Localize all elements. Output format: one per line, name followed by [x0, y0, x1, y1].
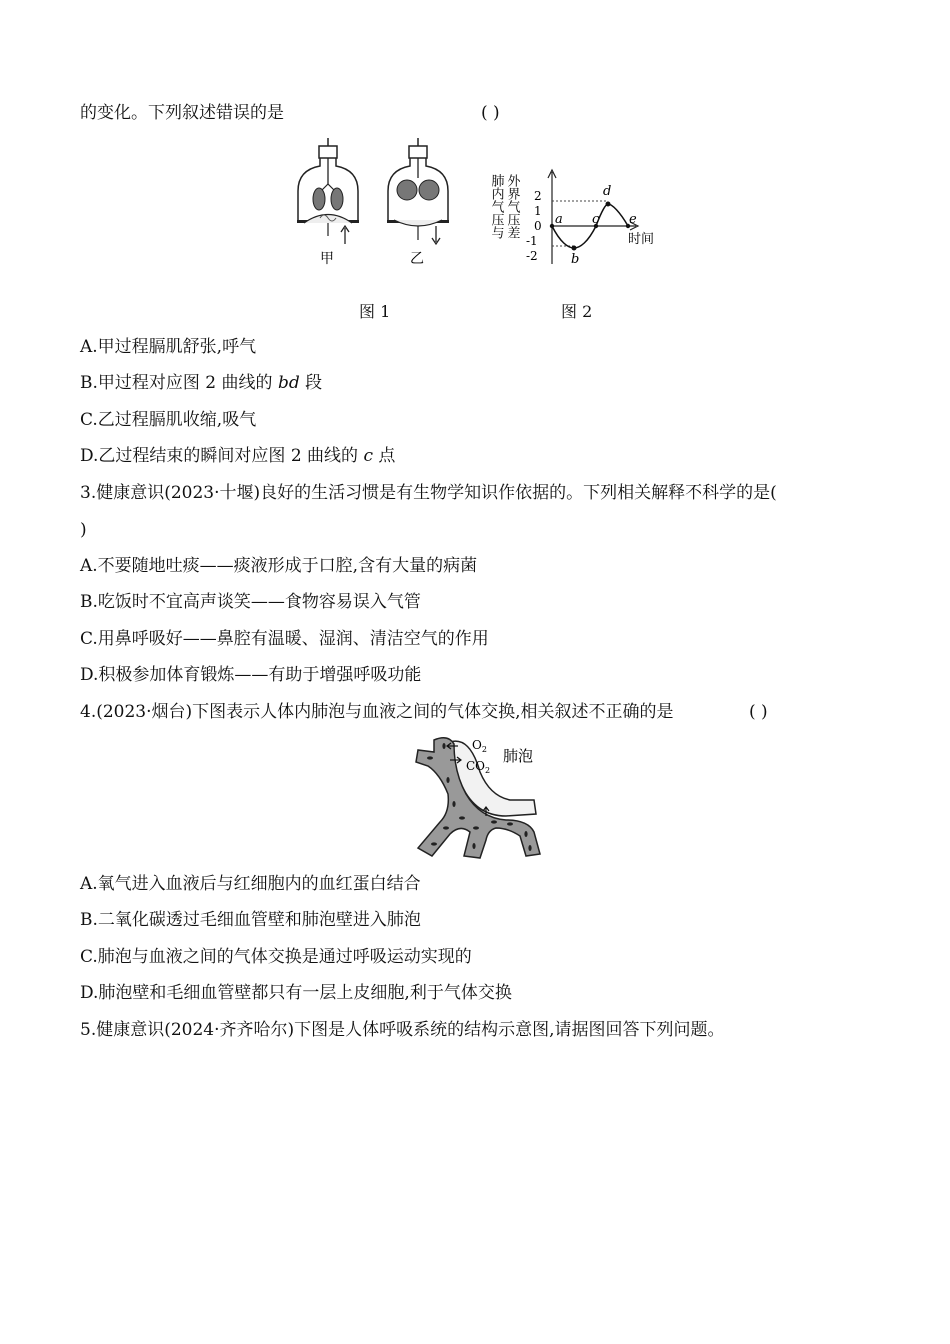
q4-option-d: D.肺泡壁和毛细血管壁都只有一层上皮细胞,利于气体交换	[80, 983, 512, 1003]
q3-option-c: C.用鼻呼吸好——鼻腔有温暖、湿润、清洁空气的作用	[80, 629, 489, 649]
figure-2-pressure-curve	[488, 166, 668, 276]
label-d: d	[603, 184, 612, 199]
q4-option-a: A.氧气进入血液后与红细胞内的血红蛋白结合	[80, 874, 421, 894]
q2-option-b: B.甲过程对应图 2 曲线的 bd 段	[80, 373, 323, 393]
q3-stem: 3.健康意识(2023·十堰)良好的生活习惯是有生物学知识作依据的。下列相关解释不科学的是(	[80, 483, 777, 503]
label-yi: 乙	[410, 251, 424, 267]
q3-option-b: B.吃饭时不宜高声谈笑——食物容易误入气管	[80, 592, 421, 612]
tick-neg1: -1	[526, 234, 538, 248]
label-c: c	[592, 212, 600, 227]
q5-stem: 5.健康意识(2024·齐齐哈尔)下图是人体呼吸系统的结构示意图,请据图回答下列问题。	[80, 1020, 725, 1040]
tick-1: 1	[534, 204, 542, 218]
figure-alveolus-capillary	[410, 732, 550, 862]
q2-option-d: D.乙过程结束的瞬间对应图 2 曲线的 c 点	[80, 446, 396, 466]
figure-1-caption: 图 1	[359, 302, 391, 321]
q2-option-c: C.乙过程膈肌收缩,吸气	[80, 410, 257, 430]
q4-answer-paren: ( )	[749, 702, 768, 722]
bell-jar-yi	[387, 138, 449, 244]
label-jia: 甲	[320, 251, 334, 267]
o2-label: $O_2$	[472, 738, 487, 754]
q2-option-a: A.甲过程膈肌舒张,呼气	[80, 337, 257, 357]
q2-answer-paren: ( )	[481, 103, 500, 123]
co2-label: $CO_2$	[466, 759, 491, 775]
tick-0: 0	[534, 219, 542, 233]
point-b	[572, 246, 577, 251]
q3-stem-cont: )	[80, 520, 87, 540]
bell-jar-jia	[297, 138, 359, 244]
q2-stem: 的变化。下列叙述错误的是	[80, 103, 284, 123]
y-label-1: 肺内气压与	[488, 174, 504, 239]
q4-stem: 4.(2023·烟台)下图表示人体内肺泡与血液之间的气体交换,相关叙述不正确的是	[80, 702, 674, 722]
point-d	[606, 202, 611, 207]
q4-option-c: C.肺泡与血液之间的气体交换是通过呼吸运动实现的	[80, 947, 472, 967]
label-a: a	[555, 212, 563, 227]
x-label-time: 时间	[628, 232, 655, 247]
q3-option-a: A.不要随地吐痰——痰液形成于口腔,含有大量的病菌	[80, 556, 478, 576]
y-label-2: 外界气压差	[504, 174, 520, 239]
q4-option-b: B.二氧化碳透过毛细血管壁和肺泡壁进入肺泡	[80, 910, 421, 930]
label-e: e	[629, 212, 637, 227]
tick-neg2: -2	[526, 249, 538, 263]
tick-2: 2	[534, 189, 542, 203]
label-b: b	[571, 252, 580, 267]
figure-1-bell-jar	[290, 136, 470, 271]
alveolus-label: 肺泡	[503, 747, 534, 765]
q3-option-d: D.积极参加体育锻炼——有助于增强呼吸功能	[80, 665, 422, 685]
figure-2-caption: 图 2	[561, 302, 593, 321]
